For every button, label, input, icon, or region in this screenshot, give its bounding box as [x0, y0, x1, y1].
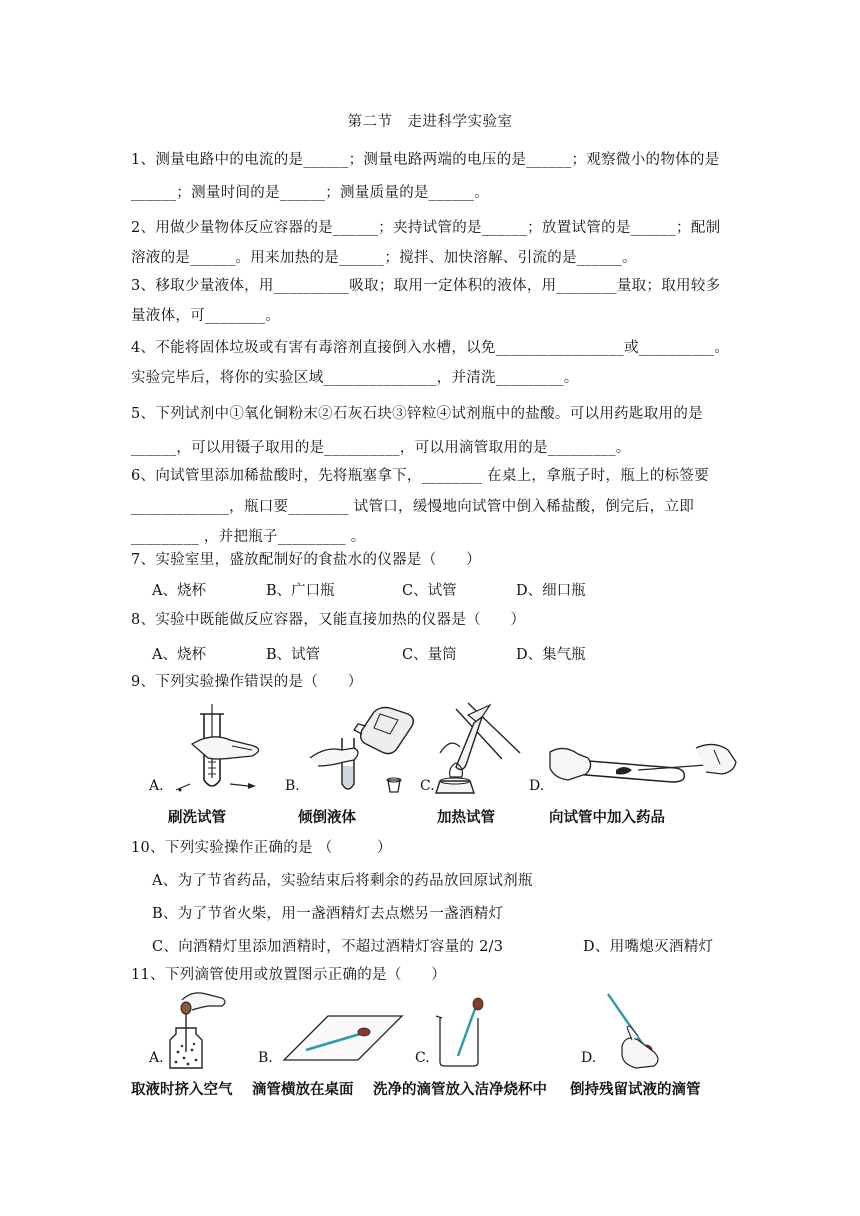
- q10-option-b: B、为了节省火柴，用一盏酒精灯去点燃另一盏酒精灯: [152, 906, 504, 922]
- q7-stem: 7、实验室里，盛放配制好的食盐水的仪器是（ ）: [131, 552, 481, 568]
- q9-label-b: B.: [285, 778, 300, 794]
- q11-caption-b: 滴管横放在桌面: [252, 1082, 354, 1098]
- q1-line-1: 1、测量电路中的电流的是______；测量电路两端的电压的是______；观察微小的物体的是: [131, 152, 720, 168]
- q9-label-c: C.: [420, 778, 435, 794]
- q7-option-a: A、烧杯: [152, 583, 206, 599]
- q10-option-a: A、为了节省药品，实验结束后将剩余的药品放回原试剂瓶: [152, 873, 533, 889]
- q8-option-d: D、集气瓶: [516, 647, 586, 663]
- q11-figure-d: [598, 990, 666, 1072]
- q6-line-3: _________ ，并把瓶子_________ 。: [131, 529, 366, 545]
- q9-figure-b: [300, 700, 420, 800]
- q3-line-1: 3、移取少量液体，用__________吸取；取用一定体积的液体，用________量取；取用较多: [131, 278, 721, 294]
- q11-label-a: A.: [149, 1050, 164, 1066]
- q1-line-2: ______；测量时间的是______；测量质量的是______。: [131, 185, 489, 201]
- q9-stem: 9、下列实验操作错误的是（ ）: [131, 674, 363, 690]
- q9-caption-a: 刷洗试管: [168, 810, 226, 826]
- q8-option-a: A、烧杯: [152, 647, 206, 663]
- q9-label-a: A.: [149, 778, 164, 794]
- q9-figure-a: [168, 700, 278, 800]
- q11-caption-d: 倒持残留试液的滴管: [570, 1082, 701, 1098]
- q11-label-b: B.: [258, 1050, 273, 1066]
- q7-option-b: B、广口瓶: [266, 583, 335, 599]
- q8-option-c: C、量筒: [402, 647, 457, 663]
- q8-option-b: B、试管: [266, 647, 321, 663]
- q11-stem: 11、下列滴管使用或放置图示正确的是（ ）: [131, 967, 447, 983]
- q3-line-2: 量液体，可________。: [131, 308, 281, 324]
- q5-line-1: 5、下列试剂中①氧化铜粉末②石灰石块③锌粒④试剂瓶中的盐酸。可以用药匙取用的是: [131, 406, 703, 422]
- q8-stem: 8、实验中既能做反应容器，又能直接加热的仪器是（ ）: [131, 612, 526, 628]
- q9-caption-c: 加热试管: [437, 810, 495, 826]
- q9-caption-d: 向试管中加入药品: [549, 810, 665, 826]
- q11-figure-c: [430, 996, 490, 1068]
- section-title: 第二节 走进科学实验室: [347, 114, 513, 130]
- q9-figure-c: [430, 693, 540, 801]
- q2-line-1: 2、用做少量物体反应容器的是______；夹持试管的是______；放置试管的是______；配制: [131, 220, 721, 236]
- q7-option-c: C、试管: [402, 583, 457, 599]
- q10-option-c: C、向酒精灯里添加酒精时，不超过酒精灯容量的 2/3: [152, 939, 504, 955]
- q11-label-d: D.: [581, 1050, 597, 1066]
- q9-label-d: D.: [529, 778, 545, 794]
- q11-caption-c: 洗净的滴管放入洁净烧杯中: [373, 1082, 547, 1098]
- q6-line-2: _____________，瓶口要________ 试管口，缓慢地向试管中倒入稀盐酸，倒完后，立即: [131, 499, 695, 515]
- q11-caption-a: 取液时挤入空气: [131, 1082, 233, 1098]
- q4-line-2: 实验完毕后，将你的实验区域_______________，并清洗_________。: [131, 370, 579, 386]
- q2-line-2: 溶液的是______。用来加热的是______；搅拌、加快溶解、引流的是______。: [131, 250, 637, 266]
- q10-option-d: D、用嘴熄灭酒精灯: [583, 939, 714, 955]
- q5-line-2: ______，可以用镊子取用的是__________，可以用滴管取用的是_________。: [131, 440, 631, 456]
- q9-figure-d: [546, 730, 742, 796]
- q4-line-1: 4、不能将固体垃圾或有害有毒溶剂直接倒入水槽，以免_________________或__________。: [131, 340, 730, 356]
- q7-option-d: D、细口瓶: [516, 583, 586, 599]
- q10-stem: 10、下列实验操作正确的是 （ ）: [131, 840, 392, 856]
- q11-figure-b: [276, 1012, 406, 1064]
- q9-caption-b: 倾倒液体: [298, 810, 356, 826]
- q11-label-c: C.: [415, 1050, 430, 1066]
- q6-line-1: 6、向试管里添加稀盐酸时，先将瓶塞拿下，________ 在桌上，拿瓶子时，瓶上的标签要: [131, 468, 710, 484]
- q11-figure-a: [162, 988, 230, 1072]
